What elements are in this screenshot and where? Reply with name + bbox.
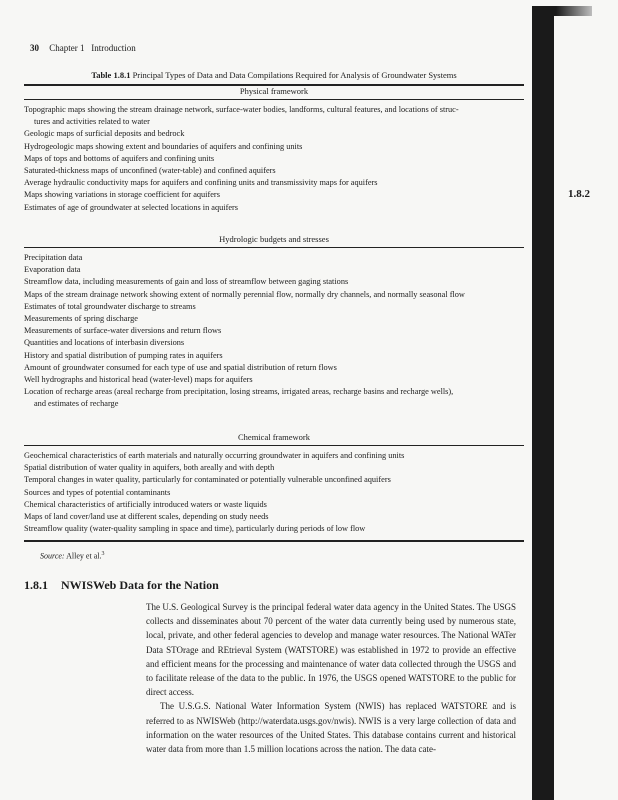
table-bottom-rule [24, 540, 524, 542]
table-row: Chemical characteristics of artificially introduced waters or waste liquids [24, 499, 267, 509]
table-row: Measurements of spring discharge [24, 314, 138, 324]
section-number: 1.8.1 [24, 578, 48, 592]
margin-section-number: 1.8.2 [568, 188, 590, 200]
book-spine-top [532, 6, 592, 16]
table-row: Estimates of total groundwater discharge to streams [24, 301, 196, 311]
table-row: Spatial distribution of water quality in aquifers, both areally and with depth [24, 463, 275, 473]
book-spine-shadow [532, 10, 554, 800]
table-row: Location of recharge areas (areal recharge from precipitation, losing streams, irrigated areas, recharge basins and recharge wells), [24, 387, 454, 397]
table-title: Principal Types of Data and Data Compilations Required for Analysis of Groundwater Systems [132, 70, 457, 80]
section-rule [24, 247, 524, 248]
source-ref: 3 [101, 551, 105, 557]
table-caption [24, 70, 524, 80]
table-section-rows [24, 104, 524, 214]
table-section-heading: Physical framework [239, 86, 309, 96]
table-row: Estimates of age of groundwater at selected locations in aquifers [24, 202, 239, 212]
table-section-heading: Hydrologic budgets and stresses [219, 234, 329, 244]
table-section-rows [24, 450, 524, 535]
table-row: Temporal changes in water quality, particularly for contaminated or potentially vulnerable unconfined aquifers [24, 475, 391, 485]
running-head: Chapter 1 Introduction [49, 43, 136, 53]
table-row: and estimates of recharge [34, 399, 119, 409]
table-row: Maps of tops and bottoms of aquifers and confining units [24, 153, 215, 163]
table-source [40, 551, 104, 561]
source-label: Source: [40, 551, 65, 561]
section-title: NWISWeb Data for the Nation [61, 578, 219, 592]
table-row: Average hydraulic conductivity maps for aquifers and confining units and transmissivity maps for aquifers [24, 178, 378, 188]
section-heading [24, 578, 219, 593]
table-row: Saturated-thickness maps of unconfined (water-table) and confined aquifers [24, 166, 276, 176]
table-row: Amount of groundwater consumed for each type of use and spatial distribution of return flows [24, 362, 337, 372]
source-text: Alley et al. [66, 551, 102, 561]
table-row: Streamflow data, including measurements of gain and loss of streamflow between gaging stations [24, 277, 349, 287]
table-row: Streamflow quality (water-quality sampling in space and time), particularly during periods of low flow [24, 524, 366, 534]
table-row: Geochemical characteristics of earth materials and naturally occurring groundwater in aquifers and confining units [24, 451, 405, 460]
body-paragraph: The U.S. Geological Survey is the principal federal water data agency in the United States. The USGS collects and disseminates about 70 percent of the water data currently being used by numerous state, local, private, and other federal agencies to develop and manage water resources. The National WATer Data STOrage and REtrieval System (WATSTORE) was established in 1972 to provide an effective and efficient means for the processing and maintenance of water data collected through the USGS and to facilitate release of the data to the public. In 1976, the USGS opened WATSTORE to the public for direct access. [146, 602, 516, 698]
table-row: Hydrogeologic maps showing extent and boundaries of aquifers and confining units [24, 141, 303, 151]
section-rule [24, 99, 524, 100]
table-row: tures and activities related to water [34, 117, 150, 127]
table-row: Geologic maps of surficial deposits and bedrock [24, 129, 185, 139]
table-row: Evaporation data [24, 265, 81, 275]
table-row: Quantities and locations of interbasin diversions [24, 338, 185, 348]
table-row: Precipitation data [24, 253, 83, 262]
table-row: Maps of land cover/land use at different scales, depending on study needs [24, 512, 269, 522]
table-row: Maps showing variations in storage coefficient for aquifers [24, 190, 220, 200]
table-row: Measurements of surface-water diversions and return flows [24, 326, 222, 336]
table-section-heading: Chemical framework [238, 432, 310, 442]
section-rule [24, 445, 524, 446]
page-number: 30 [30, 43, 39, 53]
table-label: Table 1.8.1 [91, 70, 131, 80]
body-paragraph: The U.S.G.S. National Water Information System (NWIS) has replaced WATSTORE and is referred to as NWISWeb (http://waterdata.usgs.gov/nwis). NWIS is a very large collection of data and information on the water resources of the United States. This database contains current and historical water data from more than 1.5 million locations across the nation. The data cate- [146, 701, 516, 755]
section-body [146, 600, 516, 756]
running-header [30, 43, 136, 53]
table-row: History and spatial distribution of pumping rates in aquifers [24, 350, 223, 360]
table-row: Sources and types of potential contaminants [24, 487, 171, 497]
table-section-rows [24, 252, 524, 411]
table-row: Maps of the stream drainage network showing extent of normally perennial flow, normally dry channels, and normally seasonal flow [24, 289, 465, 299]
table-row: Topographic maps showing the stream drainage network, surface-water bodies, landforms, cultural features, and locations of struc- [24, 105, 459, 114]
table-row: Well hydrographs and historical head (water-level) maps for aquifers [24, 375, 253, 385]
